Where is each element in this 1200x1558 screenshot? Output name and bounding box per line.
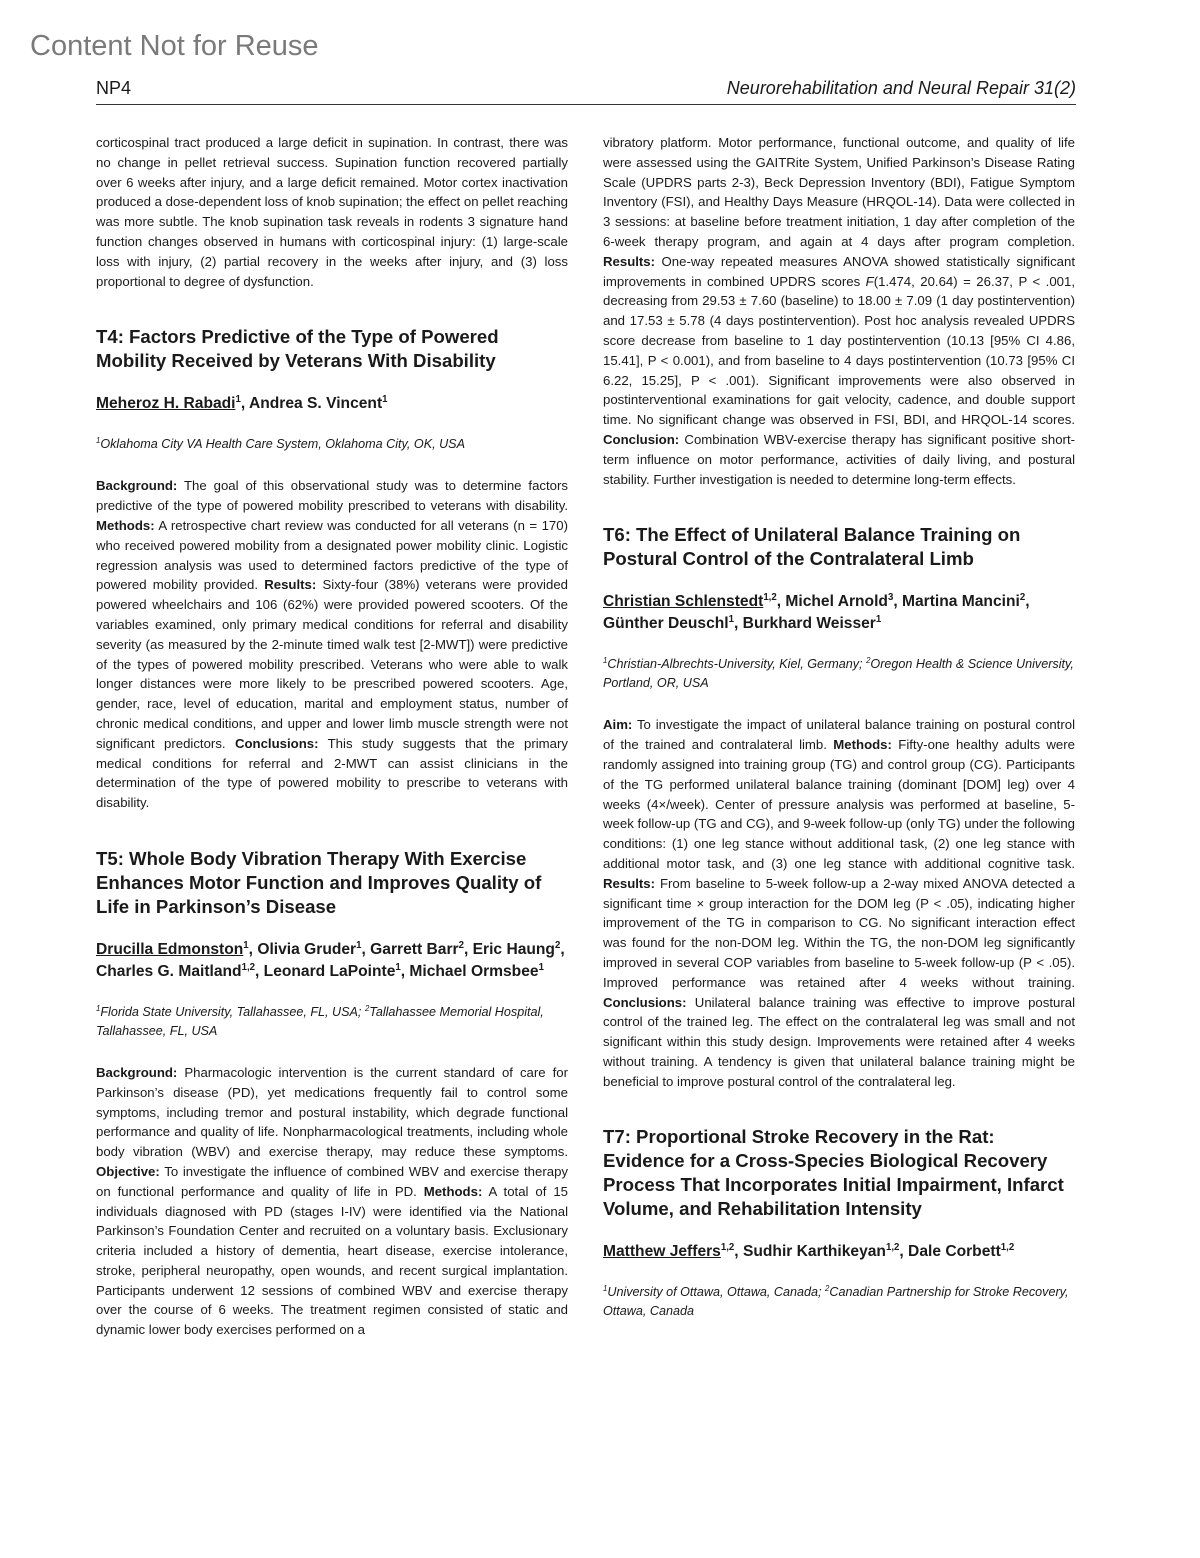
author-sep: , xyxy=(240,395,249,413)
author-sup: 1 xyxy=(243,939,249,951)
author-sup: 1,2 xyxy=(885,1242,900,1254)
t7-affiliation xyxy=(603,1283,1075,1321)
methods-text: A retrospective chart review was conducted for all veterans (n = 170) who received powered mobility from a designated power mobility clinic. Logistic regression analysis was used to determined factors predictive of the type of powered mobility provided. xyxy=(96,517,568,593)
aff-text: Oklahoma City VA Health Care System, Oklahoma City, OK, USA xyxy=(100,437,465,452)
t5-presenting-author: Drucilla Edmonston xyxy=(96,940,244,958)
aff-text: Christian-Albrechts-University, Kiel, Germany; xyxy=(607,657,867,672)
author-sup: 1 xyxy=(356,939,362,951)
background-text: Pharmacologic intervention is the current standard of care for Parkinson’s disease (PD), yet medications frequently fail to control some symptoms, including tremor and postural instability, which degrade functional performance and quality of life. Nonpharmacological treatments, including whole body vibration (WBV) and exercise therapy, may reduce these symptoms. xyxy=(96,1064,568,1160)
t5-author: , Garrett xyxy=(361,940,427,958)
t6-author: Mancini xyxy=(961,593,1020,611)
t5-author: , Leonard LaPointe xyxy=(255,962,396,980)
author-sup: 2 xyxy=(554,939,561,951)
page-number: NP4 xyxy=(96,78,132,98)
aff-sup: 1 xyxy=(603,656,608,666)
objective-text: To investigate the influence of combined WBV and exercise therapy on functional performance and quality of life in PD. xyxy=(96,1163,568,1199)
t5-affiliation xyxy=(96,1003,568,1041)
author-sup: 1,2 xyxy=(763,592,777,604)
author-sup: 3 xyxy=(887,592,894,604)
t7-presenting-author: Matthew Jeffers xyxy=(603,1243,721,1261)
t4-presenting-author: Meheroz H. Rabadi xyxy=(96,395,236,413)
t6-presenting-author: Christian Schlenstedt xyxy=(603,593,764,611)
t6-abstract xyxy=(603,715,1075,1091)
author-sup: 1,2 xyxy=(241,961,256,973)
t5-author: , Eric Haung xyxy=(463,940,555,958)
background-label: Background: xyxy=(96,478,178,494)
results-label: Results: xyxy=(603,875,656,891)
author-sup: 1 xyxy=(382,394,388,406)
watermark: Content Not for Reuse xyxy=(30,30,319,62)
aff-sup: 1 xyxy=(96,1003,101,1013)
t6-title: T6: The Effect of Unilateral Balance Training on Postural Control of the Contralateral Limb xyxy=(603,524,1021,570)
author-sup: 1,2 xyxy=(1000,1242,1015,1254)
t5-author: , Olivia Gruder xyxy=(248,940,357,958)
continued-text: vibratory platform. Motor performance, functional outcome, and quality of life were assessed using the GAITRite System, Unified Parkinson’s Disease Rating Scale (UPDRS parts 2-3), Beck Depression Inventory (BDI), Fatigue Symptom Inventory (FSI), and Healthy Days Measure (HRQOL-14). Data were collected in 3 sessions: at baseline before treatment initiation, 1 day after completion of the 6-week therapy program, and again at 4 days after program completion. xyxy=(603,135,1075,249)
t5-author: , Charles G. Maitland xyxy=(96,940,565,980)
t6-author: , Burkhard Weisser xyxy=(734,615,876,633)
t5-title: T5: Whole Body Vibration Therapy With Exercise Enhances Motor Function and Improves Quality of Life in Parkinson’s Disease xyxy=(96,847,542,917)
results-label: Results: xyxy=(264,577,317,593)
conclusions-label: Conclusions: xyxy=(603,994,687,1010)
objective-label: Objective: xyxy=(96,1163,160,1179)
conclusion-label: Conclusion: xyxy=(603,431,680,447)
t7-authors xyxy=(603,1241,1075,1263)
t6-author: , Michel Arnold xyxy=(776,593,888,611)
aff-sup: 1 xyxy=(96,436,101,446)
t6-affiliation xyxy=(603,655,1075,693)
author-sup: 1 xyxy=(235,394,241,406)
methods-label: Methods: xyxy=(96,517,155,533)
journal-title: Neurorehabilitation and Neural Repair 31(2) xyxy=(726,78,1076,98)
results-label: Results: xyxy=(603,253,656,269)
aff-text: Tallahassee Memorial Hospital, Tallahassee, FL, USA xyxy=(96,1004,544,1038)
aim-label: Aim: xyxy=(603,717,633,733)
author-sup: 1 xyxy=(395,961,401,973)
t4-abstract xyxy=(96,476,568,813)
t5-abstract-continued xyxy=(603,133,1075,489)
t5-author: , Michael Ormsbee xyxy=(400,962,539,980)
aff-text: Canadian Partnership for Stroke Recovery, Ottawa, Canada xyxy=(603,1285,1069,1319)
aff-text: Florida State University, Tallahassee, FL, USA; xyxy=(100,1004,365,1019)
results-text: One-way repeated measures ANOVA showed statistically significant improvements in combined UPDRS scores xyxy=(603,253,1075,289)
aff-sup: 1 xyxy=(603,1284,608,1294)
t4-affiliation xyxy=(96,435,568,454)
t6-authors xyxy=(603,591,1075,635)
t4-author: Andrea S. Vincent xyxy=(248,395,383,413)
running-head xyxy=(96,78,1076,105)
aff-sup: 2 xyxy=(364,1003,370,1013)
author-sup: 2 xyxy=(458,939,464,951)
results-text: From baseline to 5-week follow-up a 2-way mixed ANOVA detected a significant time × group interaction for the DOM leg (P < .05), indicating higher improvement of the TG in comparison to CG. No significant interaction effect was found for the non-DOM leg. Within the TG, the non-DOM leg significantly improved in several COP variables from baseline to 5-week follow-up (P < .05). Improved performance was retained after 4 weeks without training. xyxy=(603,875,1075,990)
author-sup: 1 xyxy=(728,614,735,626)
author-sup: 1 xyxy=(875,614,882,626)
results-text: Sixty-four (38%) veterans were provided powered wheelchairs and 106 (62%) were provided powered scooters. Of the variables examined, only primary medical conditions for referral and disability severity (as measured by the 2-minute timed walk test [2-MWT]) were predictive of the types of powered mobility prescribed. Veterans who were able to walk longer distances were more likely to be prescribed powered scooters. Age, gender, race, level of education, marital and employment status, number of chronic medical conditions, and upper and lower limb muscle strength were not significant predictors. xyxy=(96,577,568,751)
t5-abstract xyxy=(96,1063,568,1340)
continued-abstract-t3: corticospinal tract produced a large deficit in supination. In contrast, there was no change in pellet retrieval success. Supination function recovered partially over 6 weeks after injury, and a large deficit remained. Motor cortex inactivation produced a dose-dependent loss of knob supination; the effect on pellet reaching was more subtle. The knob supination task reveals in rodents 3 signature hand function changes observed in humans with corticospinal injury: (1) large-scale loss with injury, (2) partial recovery in the weeks after injury, and (3) loss proportional to degree of dysfunction. xyxy=(96,135,568,289)
left-column xyxy=(96,133,568,1340)
f-statistic: F xyxy=(865,273,874,289)
t6-author: , Martina xyxy=(893,593,962,611)
aff-text: Oregon Health & Science University, Portland, OR, USA xyxy=(603,657,1074,691)
conclusions-text: This study suggests that the primary medical conditions for referral and 2-MWT can assist clinicians in the determination of the type of powered mobility to prescribe to veterans with disability. xyxy=(96,735,568,811)
t7-author: Corbett xyxy=(945,1243,1001,1261)
t7-author: , Dale xyxy=(899,1243,946,1261)
conclusion-text: Combination WBV-exercise therapy has significant positive short-term influence on motor performance, activities of daily living, and postural stability. Further investigation is needed to determine long-term effects. xyxy=(603,431,1075,487)
author-sup: 2 xyxy=(1019,592,1026,604)
results-text: (1.474, 20.64) = 26.37, P < .001, decreasing from 29.53 ± 7.60 (baseline) to 18.00 ± 7.09 (1 day postintervention) and 17.53 ± 5.78 (4 days postintervention). Post hoc analysis revealed UPDRS score decrease from baseline to 1 day postintervention (10.13 [95% CI 4.86, 15.41], P < 0.001), and from baseline to 4 days postintervention (10.73 [95% CI 6.22, 15.25], P < .001). Significant improvements were also observed in postinterventional examinations for gait velocity, cadence, and double support time. No significant change was observed in FSI, BDI, and HRQOL-14 scores. xyxy=(603,273,1075,428)
methods-label: Methods: xyxy=(423,1183,483,1199)
conclusions-label: Conclusions: xyxy=(234,735,319,751)
t4-authors xyxy=(96,393,568,415)
aff-text: University of Ottawa, Ottawa, Canada; xyxy=(607,1285,826,1300)
t7-author: , Sudhir Karthikeyan xyxy=(734,1243,886,1261)
methods-label: Methods: xyxy=(833,737,892,753)
t4-title: T4: Factors Predictive of the Type of Powered Mobility Received by Veterans With Disability xyxy=(96,326,499,372)
t5-author: Barr xyxy=(426,940,459,958)
background-label: Background: xyxy=(96,1064,178,1080)
author-sup: 1 xyxy=(538,961,544,973)
methods-text: Fifty-one healthy adults were randomly assigned into training group (TG) and control group (CG). Participants of the TG performed unilateral balance training (dominant [DOM] leg) over 4 weeks (4×/week). Center of pressure analysis was performed at baseline, 5-week follow-up (TG and CG), and 9-week follow-up (only TG) under the following conditions: (1) one leg stance without additional task, (2) one leg stance with additional motor task, and (3) one leg stance with additional cognitive task. xyxy=(603,737,1075,871)
methods-text: A total of 15 individuals diagnosed with PD (stages I-IV) were identified via the National Parkinson’s Foundation Center and recruited on a voluntary basis. Exclusionary criteria included a history of dementia, heart disease, exercise intolerance, stroke, peripheral neuropathy, open wounds, and recent surgical implantation. Participants underwent 12 sessions of combined WBV and exercise therapy over the course of 6 weeks. The treatment regimen consisted of static and dynamic lower body exercises performed on a xyxy=(96,1183,568,1338)
t6-author: , Günther Deuschl xyxy=(603,593,1030,633)
background-text: The goal of this observational study was to determine factors predictive of the type of powered mobility prescribed to veterans with disability. xyxy=(96,478,568,514)
right-column xyxy=(603,133,1075,1321)
aim-text: To investigate the impact of unilateral balance training on postural control of the trained and contralateral limb. xyxy=(603,717,1075,753)
aff-sup: 2 xyxy=(825,1284,830,1294)
conclusions-text: Unilateral balance training was effective to improve postural control of the trained leg. The effect on the contralateral leg was small and not significant within this study design. Improvements were retained after 4 weeks without training. A tendency is given that unilateral balance training might be beneficial to improve postural control of the contralateral leg. xyxy=(603,994,1075,1089)
t5-authors xyxy=(96,939,568,983)
author-sup: 1,2 xyxy=(720,1242,735,1254)
t7-title: T7: Proportional Stroke Recovery in the Rat: Evidence for a Cross-Species Biological Recovery Process That Incorporates Initial Impairment, Infarct Volume, and Rehabilitation Intensity xyxy=(603,1126,1064,1220)
aff-sup: 2 xyxy=(866,656,871,666)
